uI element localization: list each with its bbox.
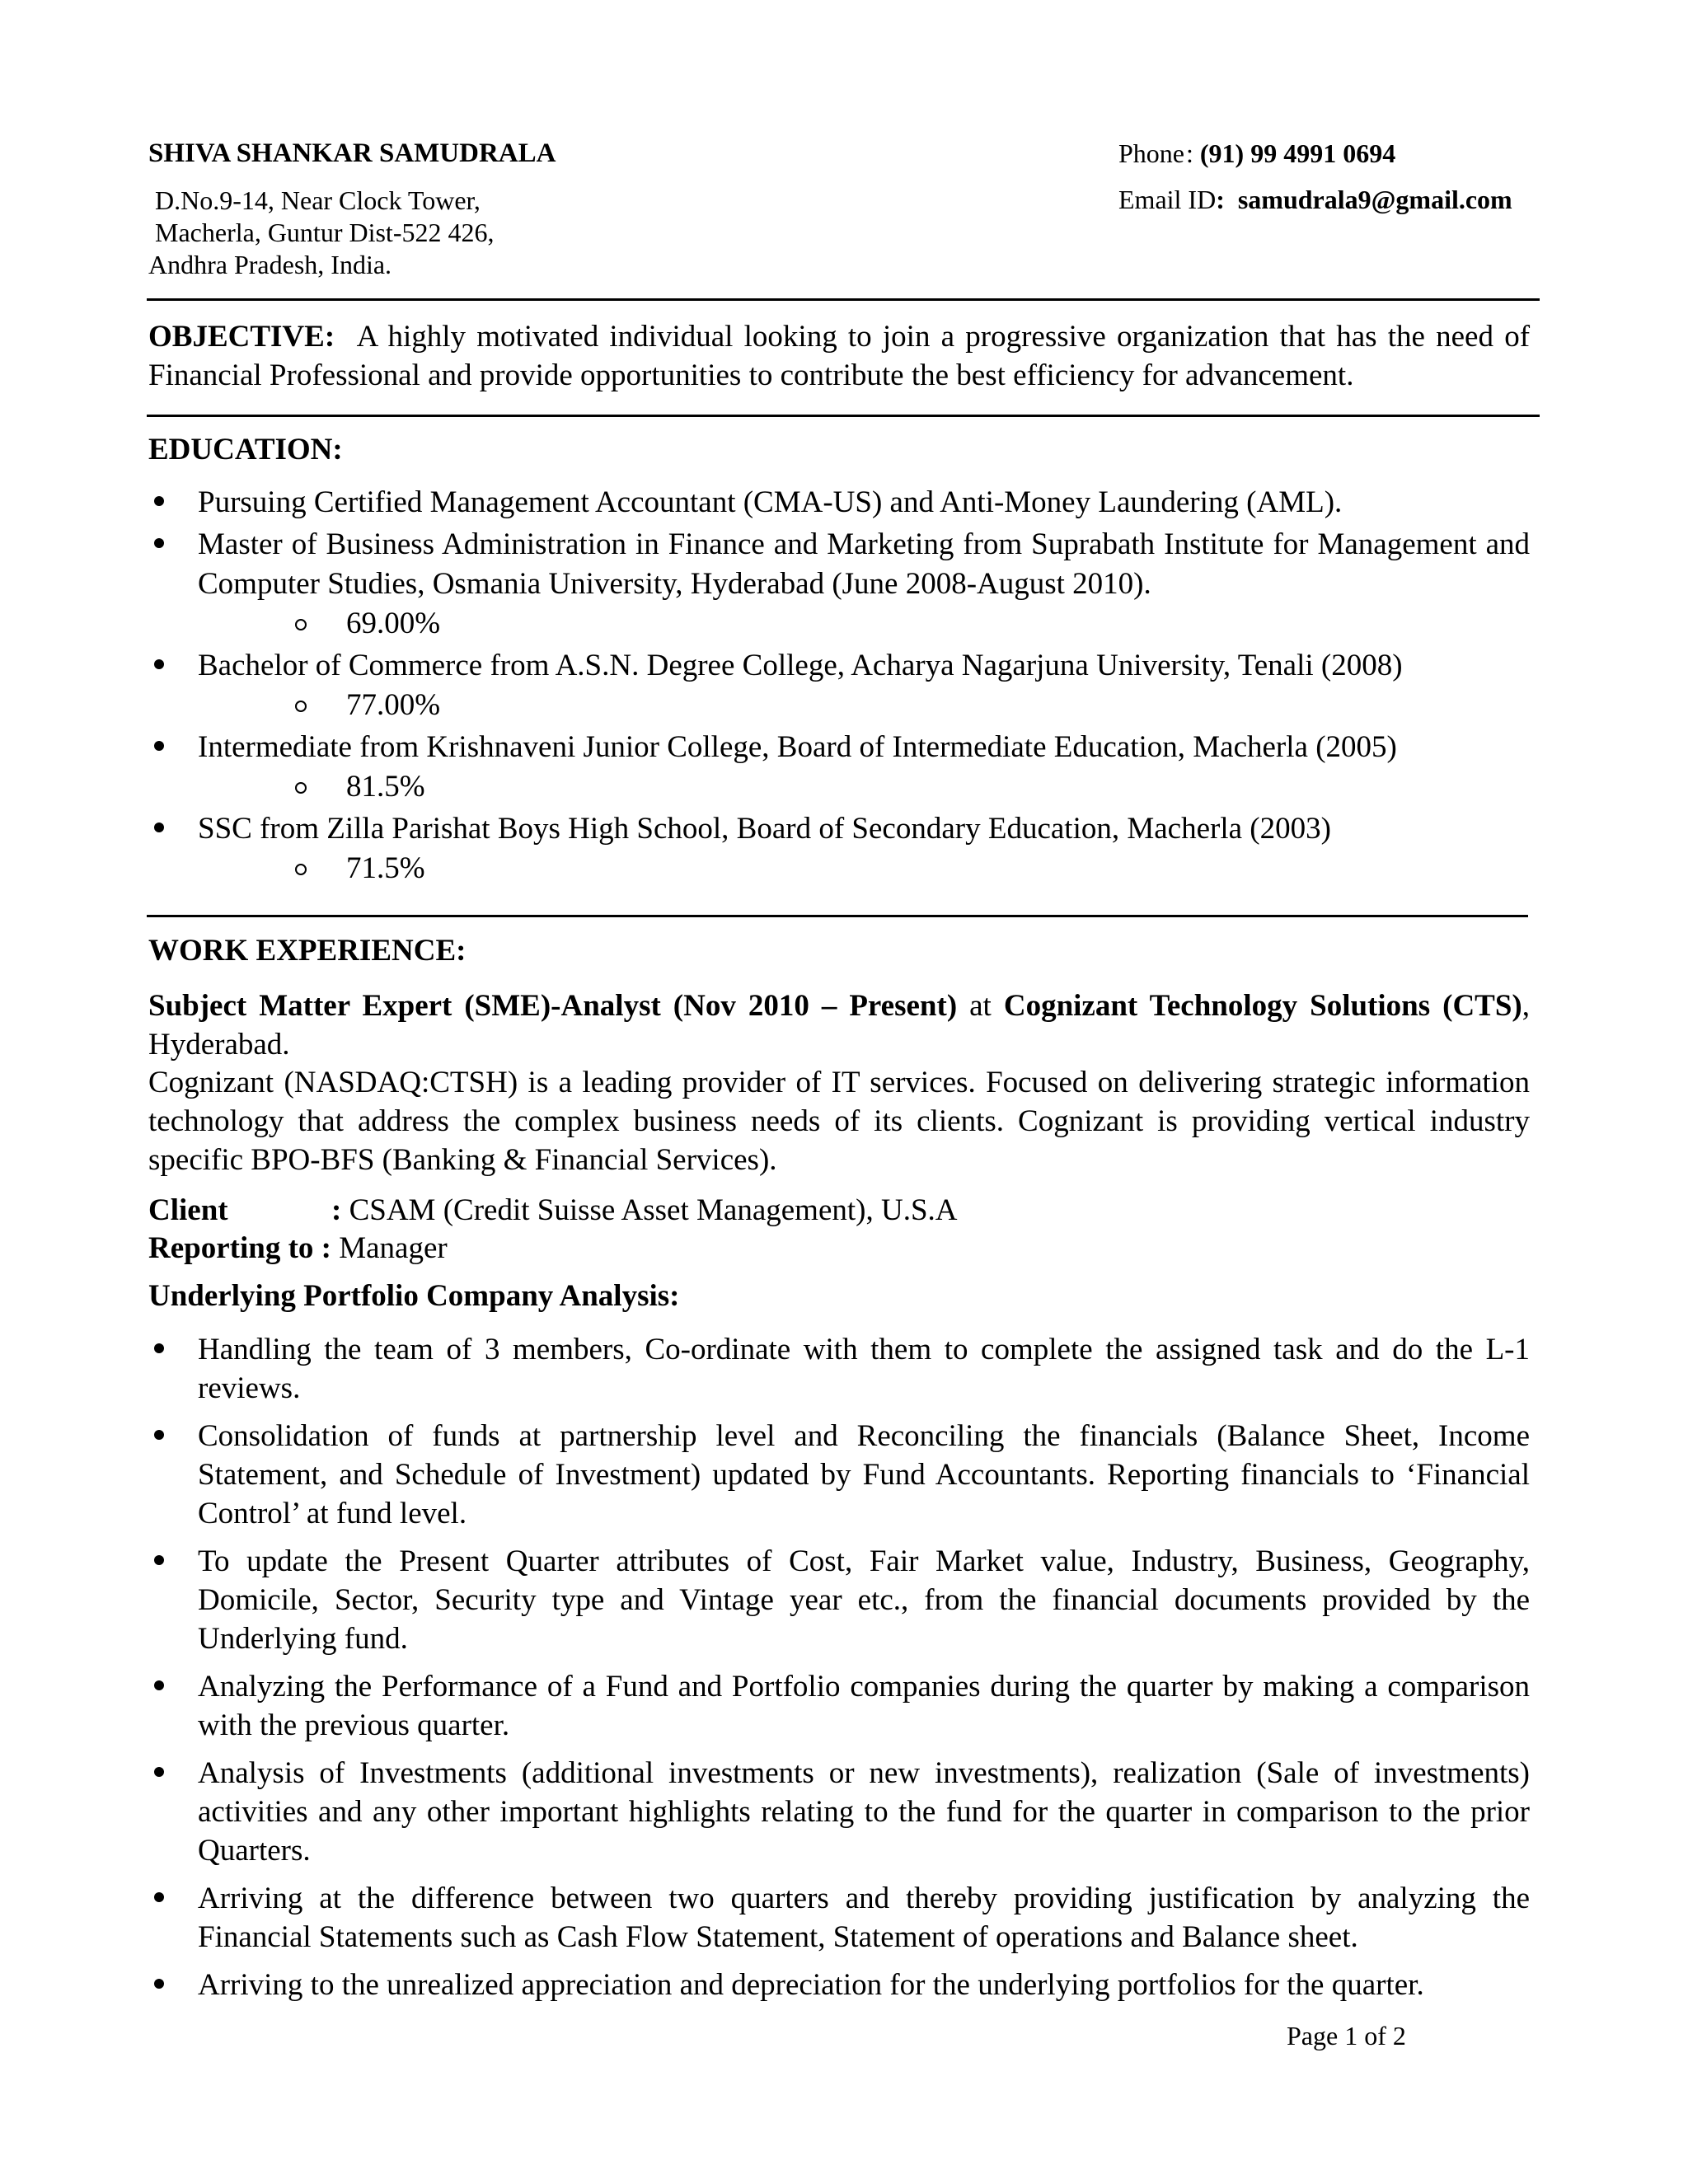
bullet-icon bbox=[154, 1555, 164, 1565]
client-label: Client bbox=[148, 1193, 228, 1227]
responsibility-text: Consolidation of funds at partnership level and Reconciling the financials (Balance Sheet, Income Statement, and Schedule of Investment) updated by Fund Accountants. Reporting financials to ‘Financial Control’ at fund level. bbox=[198, 1419, 1530, 1530]
score-value: 71.5% bbox=[346, 851, 425, 885]
bullet-icon bbox=[154, 538, 164, 548]
responsibilities-heading: Underlying Portfolio Company Analysis: bbox=[148, 1279, 680, 1313]
job-role: Subject Matter Expert (SME)-Analyst (Nov 2010 – Present) bbox=[148, 989, 958, 1023]
reporting-label: Reporting to : bbox=[148, 1231, 340, 1265]
company-description: Cognizant (NASDAQ:CTSH) is a leading provider of IT services. Focused on delivering strategic information technology that address the complex business needs of its clients. Cognizant is providing vertical industry specific BPO-BFS (Banking & Financial Services). bbox=[148, 1066, 1530, 1177]
score-value: 81.5% bbox=[346, 770, 425, 804]
education-score bbox=[198, 767, 1530, 807]
education-item-text: Master of Business Administration in Finance and Marketing from Suprabath Institute for Management and Computer Studies, Osmania University, Hyderabad (June 2008-August 2010). bbox=[198, 527, 1530, 601]
education-item bbox=[148, 809, 1530, 888]
responsibility-text: Analysis of Investments (additional investments or new investments), realization (Sale of investments) activities and any other important highlights relating to the fund for the quarter in comparison to the prior Quarters. bbox=[198, 1756, 1530, 1868]
education-item bbox=[148, 525, 1530, 644]
responsibility-item bbox=[148, 1667, 1530, 1745]
score-value: 69.00% bbox=[346, 607, 441, 640]
email-label: Email ID bbox=[1118, 185, 1217, 214]
email-separator: : bbox=[1216, 185, 1225, 214]
responsibility-item bbox=[148, 1330, 1530, 1408]
bullet-icon bbox=[154, 1892, 164, 1902]
client-separator: : bbox=[331, 1193, 349, 1227]
work-heading: WORK EXPERIENCE: bbox=[148, 934, 467, 968]
job-company: Cognizant Technology Solutions (CTS) bbox=[1003, 989, 1522, 1023]
client-line bbox=[148, 1192, 958, 1230]
education-item-text: Pursuing Certified Management Accountant (CMA-US) and Anti-Money Laundering (AML). bbox=[198, 485, 1343, 519]
responsibility-text: Arriving to the unrealized appreciation and depreciation for the underlying portfolios for the quarter. bbox=[198, 1968, 1424, 2002]
education-item-text: Intermediate from Krishnaveni Junior College, Board of Intermediate Education, Macherla (2005) bbox=[198, 730, 1397, 764]
responsibility-item bbox=[148, 1417, 1530, 1533]
education-score bbox=[198, 604, 1530, 644]
page-number: Page 1 of 2 bbox=[1287, 2021, 1406, 2050]
candidate-name: SHIVA SHANKAR SAMUDRALA bbox=[148, 138, 556, 168]
responsibility-item bbox=[148, 1542, 1530, 1658]
responsibility-item bbox=[148, 1879, 1530, 1957]
phone-value: (91) 99 4991 0694 bbox=[1199, 138, 1396, 168]
responsibility-item bbox=[148, 1966, 1530, 2004]
education-item bbox=[148, 483, 1530, 523]
circle-bullet-icon bbox=[295, 619, 307, 630]
education-item bbox=[148, 728, 1530, 807]
client-value: CSAM (Credit Suisse Asset Management), U.S.A bbox=[349, 1193, 958, 1227]
email-line bbox=[1118, 185, 1512, 215]
job-location: , Hyderabad. bbox=[148, 989, 1530, 1062]
objective-section bbox=[148, 317, 1530, 395]
responsibility-text: To update the Present Quarter attributes of Cost, Fair Market value, Industry, Business, Geography, Domicile, Sector, Security type and Vintage year etc., from the financial documents provided by the Underlying fund. bbox=[198, 1544, 1530, 1656]
phone-separator: : bbox=[1186, 138, 1200, 168]
phone-label: Phone bbox=[1118, 138, 1184, 168]
responsibilities-list bbox=[148, 1330, 1530, 2013]
bullet-icon bbox=[154, 741, 164, 751]
education-heading: EDUCATION: bbox=[148, 433, 343, 466]
divider bbox=[147, 415, 1540, 417]
circle-bullet-icon bbox=[295, 864, 307, 875]
objective-label: OBJECTIVE: bbox=[148, 320, 335, 354]
education-list bbox=[148, 483, 1530, 891]
job-at: at bbox=[957, 989, 1004, 1023]
address-block bbox=[148, 185, 494, 281]
bullet-icon bbox=[154, 659, 164, 669]
bullet-icon bbox=[154, 1979, 164, 1989]
education-item-text: SSC from Zilla Parishat Boys High School, Board of Secondary Education, Macherla (2003) bbox=[198, 812, 1331, 846]
education-item bbox=[148, 646, 1530, 725]
phone-line bbox=[1118, 138, 1395, 169]
bullet-icon bbox=[154, 1430, 164, 1440]
education-item-text: Bachelor of Commerce from A.S.N. Degree College, Acharya Nagarjuna University, Tenali (2008) bbox=[198, 649, 1403, 682]
responsibility-text: Analyzing the Performance of a Fund and Portfolio companies during the quarter by making a comparison with the previous quarter. bbox=[198, 1670, 1530, 1742]
education-score bbox=[198, 686, 1530, 725]
circle-bullet-icon bbox=[295, 701, 307, 712]
address-line: Macherla, Guntur Dist-522 426, bbox=[155, 218, 495, 247]
job-title-line bbox=[148, 987, 1530, 1064]
reporting-value: Manager bbox=[339, 1231, 448, 1265]
divider bbox=[147, 298, 1540, 301]
score-value: 77.00% bbox=[346, 688, 441, 722]
objective-text: A highly motivated individual looking to join a progressive organization that has the need of Financial Professional and provide opportunities to contribute the best efficiency for advancement. bbox=[148, 320, 1531, 392]
bullet-icon bbox=[154, 1680, 164, 1690]
reporting-line bbox=[148, 1230, 448, 1268]
address-line: Andhra Pradesh, India. bbox=[148, 250, 392, 279]
responsibility-text: Arriving at the difference between two quarters and thereby providing justification by analyzing the Financial Statements such as Cash Flow Statement, Statement of operations and Balance sheet. bbox=[198, 1882, 1530, 1954]
responsibility-text: Handling the team of 3 members, Co-ordinate with them to complete the assigned task and do the L-1 reviews. bbox=[198, 1333, 1530, 1405]
divider bbox=[147, 915, 1528, 917]
address-line: D.No.9-14, Near Clock Tower, bbox=[155, 185, 481, 215]
education-score bbox=[198, 849, 1530, 888]
bullet-icon bbox=[154, 1767, 164, 1777]
email-value: samudrala9@gmail.com bbox=[1237, 185, 1512, 214]
circle-bullet-icon bbox=[295, 782, 307, 794]
bullet-icon bbox=[154, 496, 164, 506]
bullet-icon bbox=[154, 1343, 164, 1353]
responsibility-item bbox=[148, 1754, 1530, 1870]
bullet-icon bbox=[154, 823, 164, 832]
